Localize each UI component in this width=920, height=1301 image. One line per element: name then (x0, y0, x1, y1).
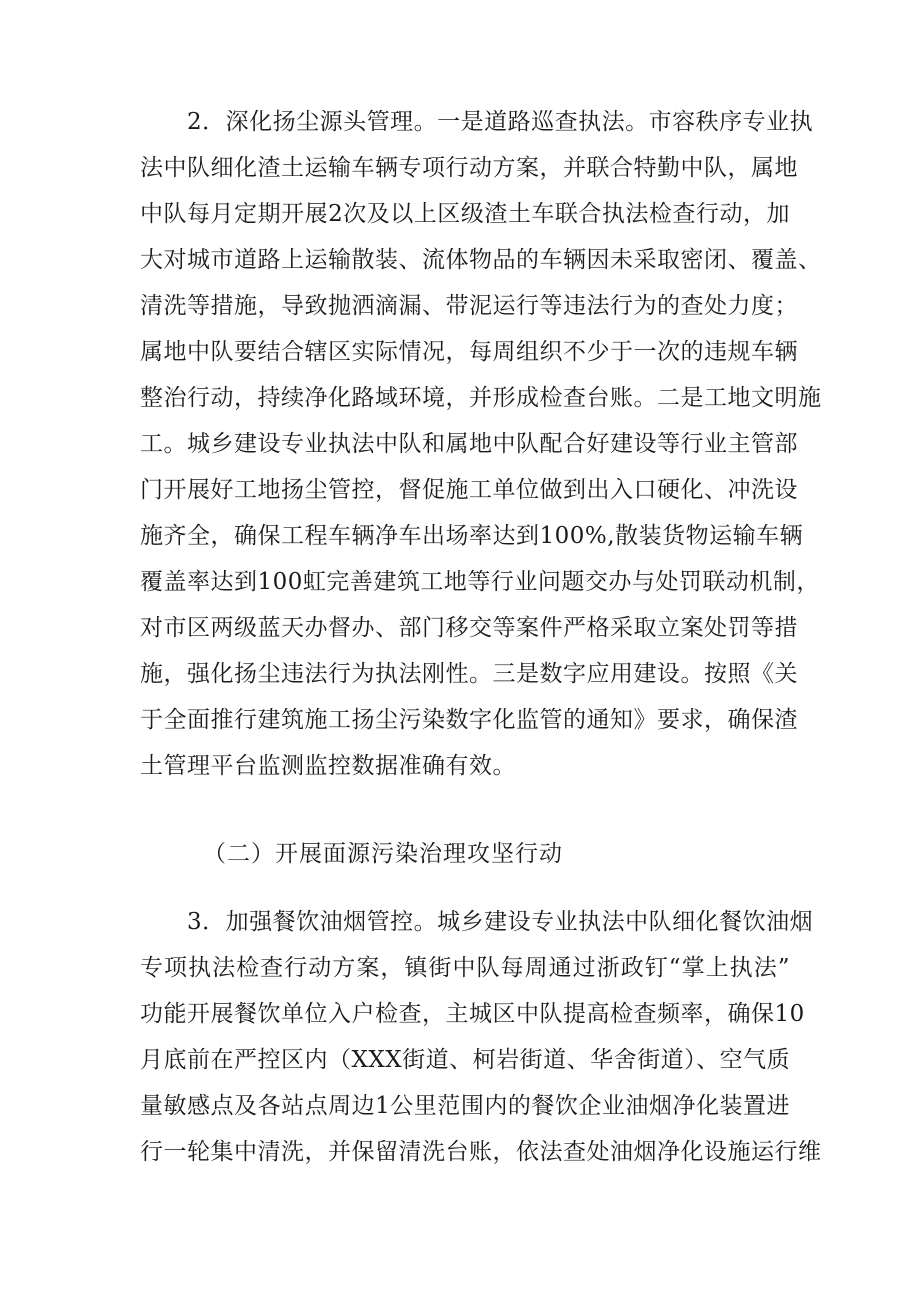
paragraph-line: 月底前在严控区内（XXX街道、柯岩街道、华舍街道）、空气质 (140, 1047, 791, 1073)
paragraph-line: 法中队细化渣土运输车辆专项行动方案，并联合特勤中队，属地 (140, 155, 798, 181)
paragraph-line: 于全面推行建筑施工扬尘污染数字化监管的通知》要求，确保渣 (140, 707, 798, 733)
section-heading: （二）开展面源污染治理攻坚行动 (203, 841, 563, 867)
paragraph-line: 3．加强餐饮油烟管控。城乡建设专业执法中队细化餐饮油烟 (187, 909, 814, 935)
paragraph-line: 整治行动，持续净化路域环境，并形成检查台账。二是工地文明施 (140, 385, 822, 411)
paragraph-line: 对市区两级蓝天办督办、部门移交等案件严格采取立案处罚等措 (140, 615, 798, 641)
paragraph-line: 专项执法检查行动方案，镇街中队每周通过浙政钉“掌上执法” (140, 955, 790, 981)
paragraph-line: 施齐全，确保工程车辆净车出场率达到100%,散装货物运输车辆 (140, 523, 804, 549)
paragraph-line: 行一轮集中清洗，并保留清洗台账，依法查处油烟净化设施运行维 (140, 1139, 822, 1165)
paragraph-line: 量敏感点及各站点周边1公里范围内的餐饮企业油烟净化装置进 (140, 1093, 790, 1119)
paragraph-line: 清洗等措施，导致抛洒滴漏、带泥运行等违法行为的查处力度； (140, 293, 798, 319)
paragraph-line: 中队每月定期开展2次及以上区级渣土车联合执法检查行动，加 (140, 201, 790, 227)
paragraph-line: 大对城市道路上运输散装、流体物品的车辆因未采取密闭、覆盖、 (140, 247, 822, 273)
paragraph-line: 施，强化扬尘违法行为执法刚性。三是数字应用建设。按照《关 (140, 661, 798, 687)
paragraph-line: 功能开展餐饮单位入户检查，主城区中队提高检查频率，确保10 (140, 1001, 805, 1027)
paragraph-line: 工。城乡建设专业执法中队和属地中队配合好建设等行业主管部 (140, 431, 798, 457)
paragraph-line: 2．深化扬尘源头管理。一是道路巡查执法。市容秩序专业执 (187, 109, 814, 135)
paragraph-line: 门开展好工地扬尘管控，督促施工单位做到出入口硬化、冲洗设 (140, 477, 798, 503)
paragraph-line: 覆盖率达到100虹完善建筑工地等行业问题交办与处罚联动机制， (140, 569, 820, 595)
paragraph-line: 土管理平台监测监控数据准确有效。 (140, 753, 516, 779)
paragraph-line: 属地中队要结合辖区实际情况，每周组织不少于一次的违规车辆 (140, 339, 798, 365)
